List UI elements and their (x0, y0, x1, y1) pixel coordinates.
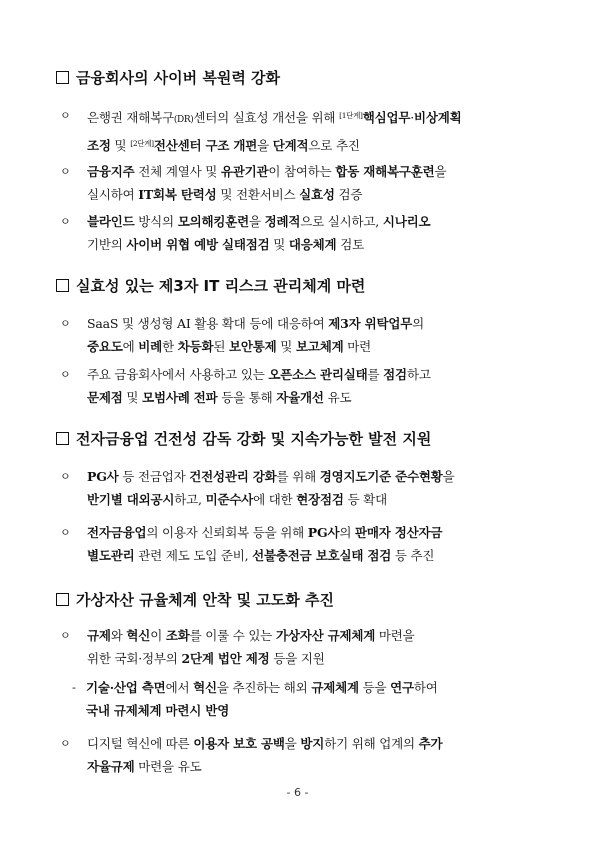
section-title-electronic-finance: 전자금융업 건전성 감독 강화 및 지속가능한 발전 지원 (56, 429, 431, 449)
bullet-circle-icon: ㅇ (60, 629, 71, 642)
checkbox-square-icon (56, 432, 69, 445)
list-item: ㅇ 디지털 혁신에 따른 이용자 보호 공백을 방지하기 위해 업계의 추가 자율규제 마련을 유도 (60, 732, 542, 778)
bullet-circle-icon: ㅇ (60, 526, 71, 539)
checkbox-square-icon (56, 593, 69, 606)
list-item: ㅇ 주요 금융회사에서 사용하고 있는 오픈소스 관리실태를 점검하고 문제점 및 모범사례 전파 등을 통해 자율개선 유도 (60, 363, 542, 409)
list-item: ㅇ 블라인드 방식의 모의해킹훈련을 정례적으로 실시하고, 시나리오 기반의 사이버 위협 예방 실태점검 및 대응체계 검토 (60, 210, 542, 256)
list-item: ㅇ 은행권 재해복구(DR)센터의 실효성 개선을 위해 [1단계]핵심업무·비상계획 조정 및 [2단계]전산센터 구조 개편을 단계적으로 추진 (60, 104, 542, 157)
bullet-circle-icon: ㅇ (60, 737, 71, 750)
section-title-virtual-assets: 가상자산 규율체계 안착 및 고도화 추진 (56, 590, 334, 610)
bullet-dash-icon: - (72, 681, 76, 694)
bullet-circle-icon: ㅇ (60, 317, 71, 330)
list-item: ㅇ PG사 등 전금업자 건전성관리 강화를 위해 경영지도기준 준수현황을 반기별 대외공시하고, 미준수사에 대한 현장점검 등 확대 (60, 465, 542, 511)
list-item: ㅇ SaaS 및 생성형 AI 활용 확대 등에 대응하여 제3자 위탁업무의 중요도에 비례한 차등화된 보안통제 및 보고체계 마련 (60, 312, 542, 358)
section-title-third-party-it-risk: 실효성 있는 제3자 IT 리스크 관리체계 마련 (56, 276, 365, 296)
list-item: ㅇ 전자금융업의 이용자 신뢰회복 등을 위해 PG사의 판매자 정산자금 별도관리 관련 제도 도입 준비, 선불충전금 보호실태 점검 등 추진 (60, 521, 542, 567)
list-item-sub: - 기술·산업 측면에서 혁신을 추진하는 해외 규제체계 등을 연구하여 국내 규제체계 마련시 반영 (72, 676, 542, 722)
bullet-circle-icon: ㅇ (60, 109, 71, 122)
bullet-circle-icon: ㅇ (60, 165, 71, 178)
page-number: - 6 - (286, 786, 309, 799)
section-title-cyber-resilience: 금융회사의 사이버 복원력 강화 (56, 68, 280, 88)
bullet-circle-icon: ㅇ (60, 215, 71, 228)
list-item: ㅇ 규제와 혁신이 조화를 이룰 수 있는 가상자산 규제체계 마련을 위한 국회·정부의 2단계 법안 제정 등을 지원 (60, 624, 542, 670)
checkbox-square-icon (56, 279, 69, 292)
bullet-circle-icon: ㅇ (60, 368, 71, 381)
bullet-circle-icon: ㅇ (60, 470, 71, 483)
list-item: ㅇ 금융지주 전체 계열사 및 유관기관이 참여하는 합동 재해복구훈련을 실시하여 IT회복 탄력성 및 전환서비스 실효성 검증 (60, 160, 542, 206)
checkbox-square-icon (56, 71, 69, 84)
